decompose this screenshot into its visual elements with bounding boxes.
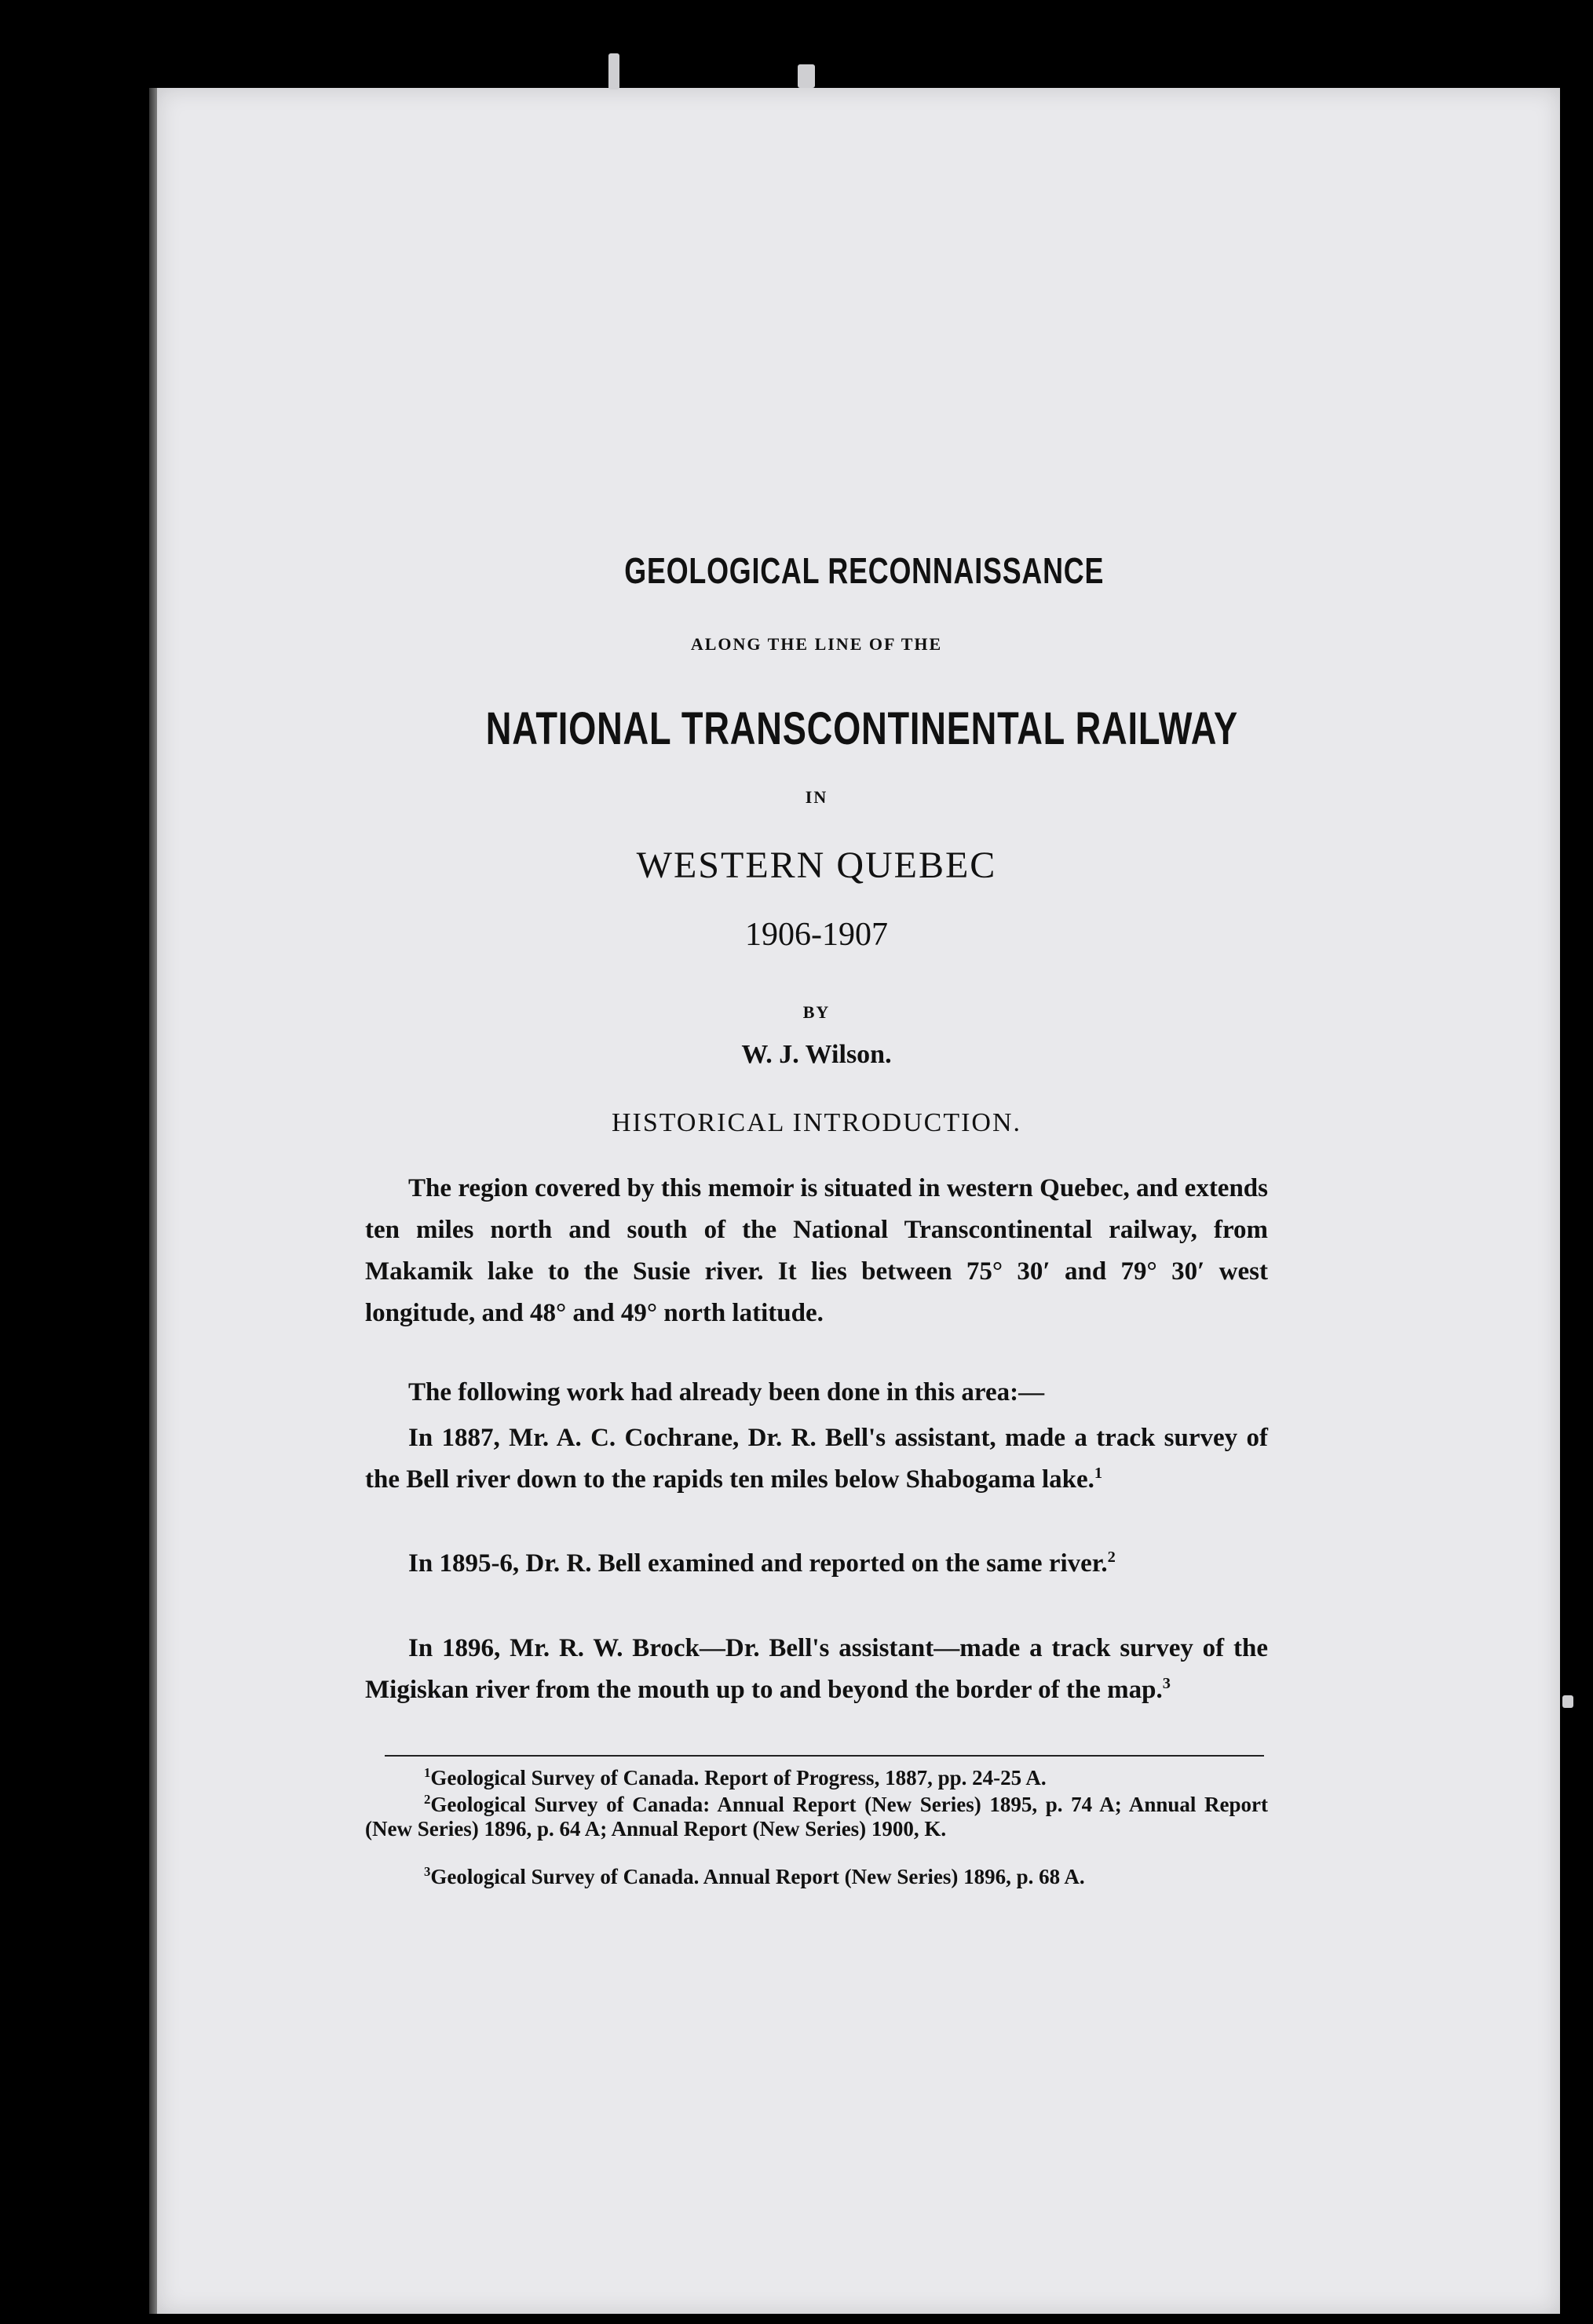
title-line-2: ALONG THE LINE OF THE: [690, 634, 943, 654]
paragraph: [365, 1417, 1268, 1501]
footnote: [365, 1793, 1268, 1841]
paragraph-text: In 1896, Mr. R. W. Brock—Dr. Bell's assistant—made a track survey of the Migiskan river from the mouth up to and beyond the border of the map.: [365, 1634, 1268, 1704]
paragraph-text: In 1887, Mr. A. C. Cochrane, Dr. R. Bell's assistant, made a track survey of the Bell river down to the rapids ten miles below Shabogama lake.: [365, 1424, 1268, 1494]
footnote-marker: 1: [1094, 1465, 1103, 1482]
paragraph: [365, 1372, 1268, 1414]
footnote-number: 2: [424, 1792, 431, 1807]
footnote-marker: 2: [1107, 1549, 1116, 1566]
footnote-divider: [385, 1755, 1264, 1757]
scan-artifact-mark: [1562, 1695, 1573, 1708]
paragraph: [365, 1168, 1268, 1334]
footnote: [365, 1766, 1268, 1790]
footnote-number: 3: [424, 1864, 431, 1879]
paragraph-text: The region covered by this memoir is situated in western Quebec, and extends ten miles north and south of the National Transcontinental railway, from Makamik lake to the Susie river. It lies between 75° 30′ and 79° 30′ west longitude, and 48° and 49° north latitude.: [365, 1174, 1268, 1327]
title-line-1: GEOLOGICAL RECONNAISSANCE: [624, 550, 1105, 591]
footnote-text: Geological Survey of Canada. Report of Progress, 1887, pp. 24-25 A.: [430, 1766, 1047, 1790]
footnote-text: Geological Survey of Canada: Annual Report (New Series) 1895, p. 74 A; Annual Report (New Series) 1896, p. 64 A; Annual Report (New Series) 1900, K.: [365, 1793, 1268, 1841]
title-line-3: NATIONAL TRANSCONTINENTAL RAILWAY: [485, 703, 1239, 754]
scan-artifact-mark: [798, 64, 815, 88]
scan-artifact-mark: [608, 53, 619, 89]
paragraph-text: The following work had already been done in this area:—: [408, 1378, 1045, 1406]
footnote-text: Geological Survey of Canada. Annual Report (New Series) 1896, p. 68 A.: [430, 1865, 1085, 1888]
footnote: [365, 1865, 1268, 1889]
footnote-marker: 3: [1162, 1675, 1171, 1692]
title-line-5: WESTERN QUEBEC: [636, 845, 997, 886]
by-label: BY: [802, 1002, 831, 1022]
paragraph: [365, 1628, 1268, 1711]
title-line-4: IN: [805, 787, 828, 807]
paragraph-text: In 1895-6, Dr. R. Bell examined and reported on the same river.: [408, 1549, 1108, 1578]
date-range: 1906-1907: [745, 917, 888, 953]
author-name: W. J. Wilson.: [741, 1040, 892, 1069]
paragraph: [365, 1543, 1268, 1585]
section-heading: HISTORICAL INTRODUCTION.: [611, 1108, 1022, 1137]
footnote-number: 1: [424, 1765, 431, 1780]
